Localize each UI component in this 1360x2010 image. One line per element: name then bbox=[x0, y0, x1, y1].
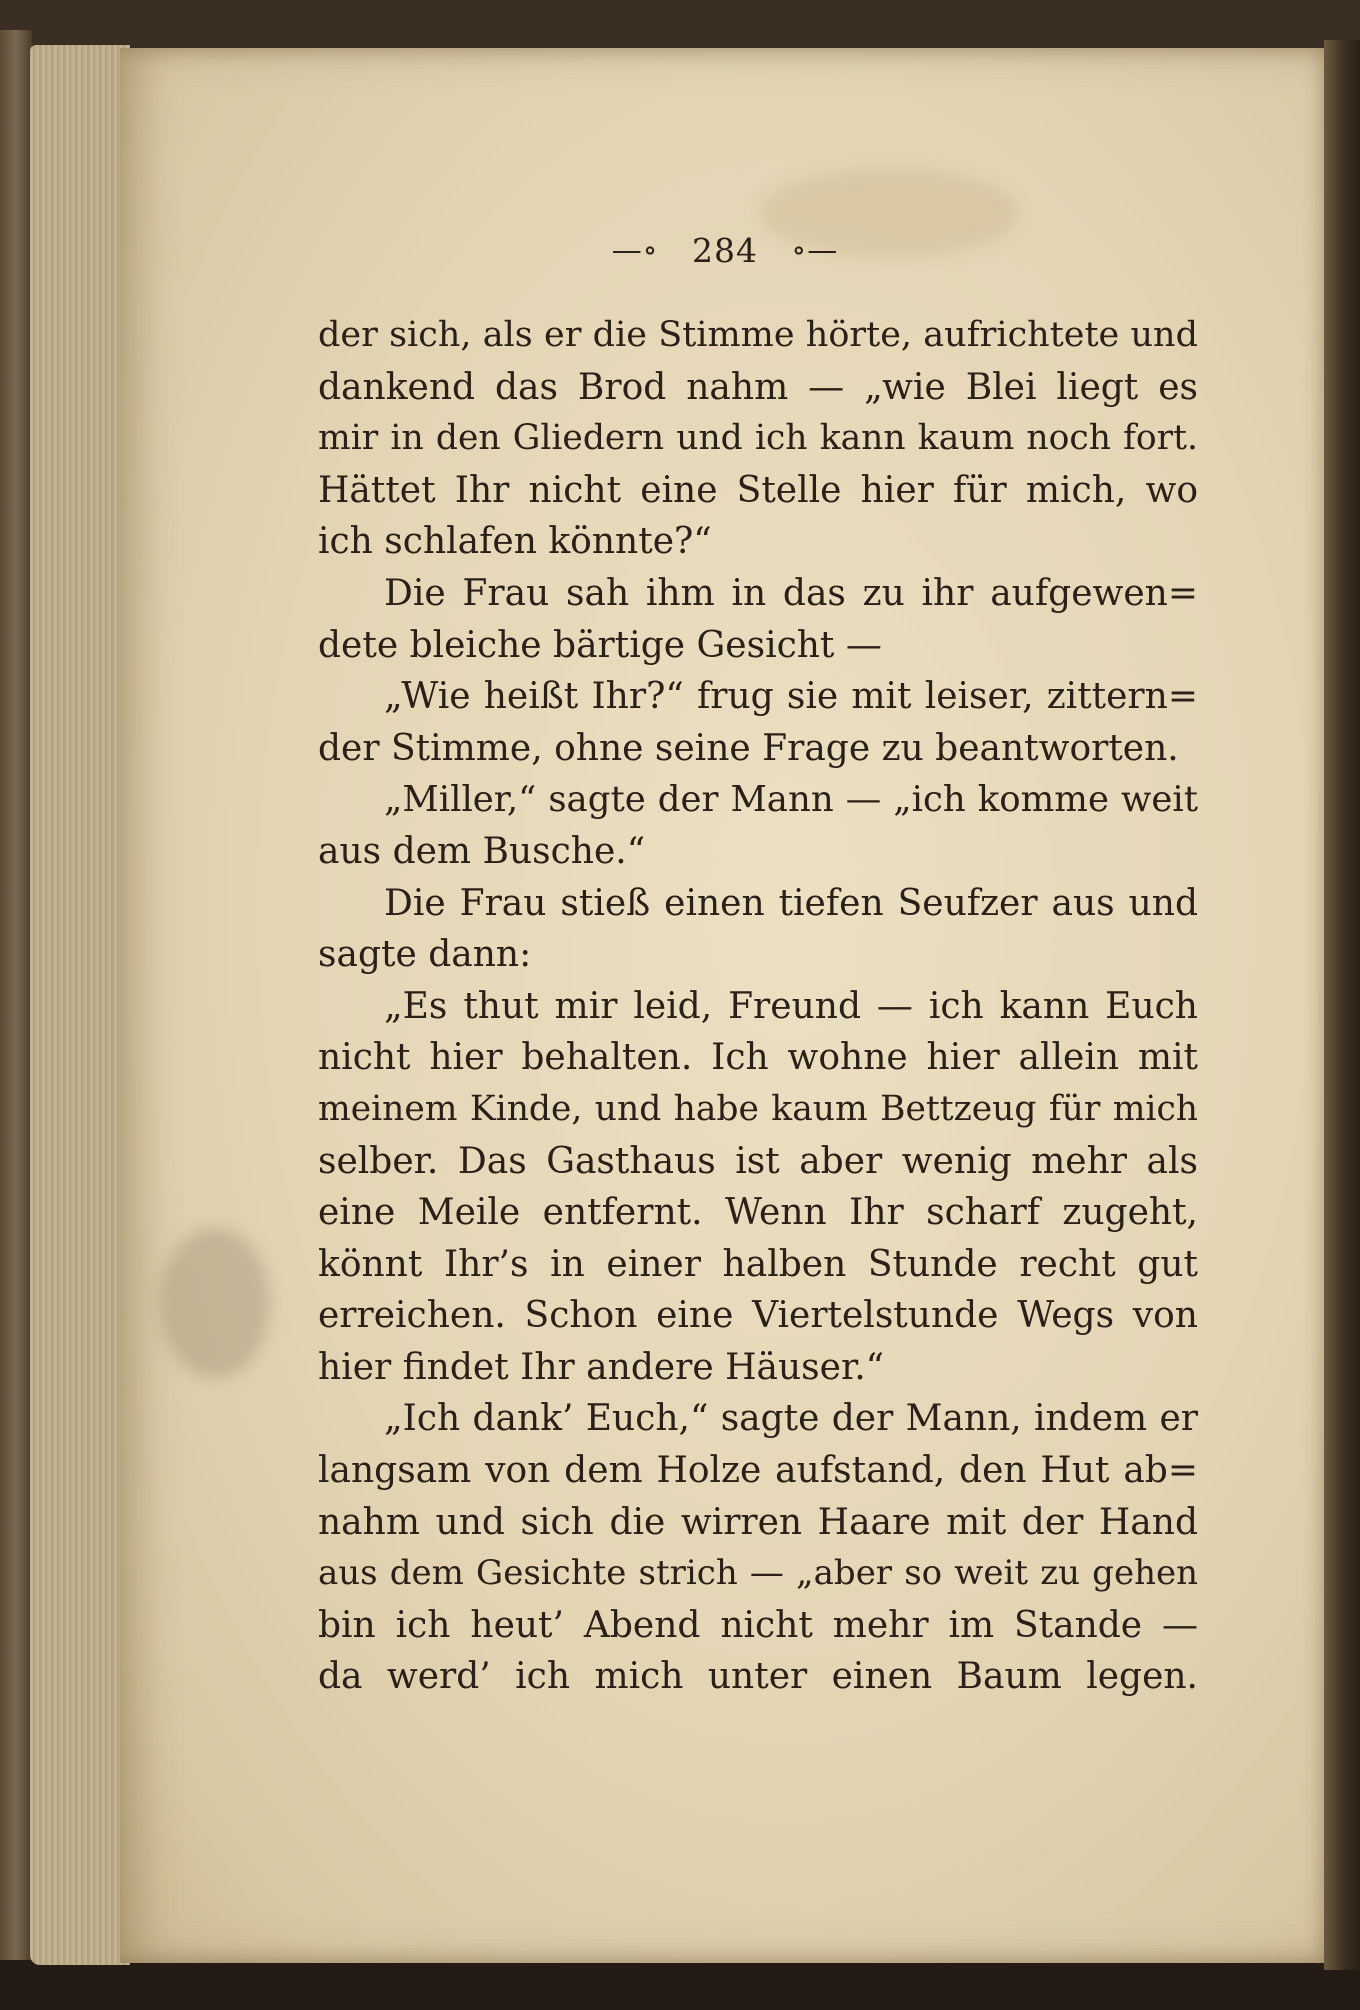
text-line: sagte dann: bbox=[318, 934, 532, 976]
text-line: aus dem Gesichte strich — „aber so weit zu gehen bbox=[318, 1553, 1198, 1594]
text-line: nicht hier behalten. Ich wohne hier allein mit bbox=[318, 1037, 1198, 1079]
book-cover-edge bbox=[0, 30, 32, 1960]
text-line: ich schlafen könnte?“ bbox=[318, 521, 712, 563]
text-line: langsam von dem Holze aufstand, den Hut ab= bbox=[318, 1450, 1198, 1492]
page-block-edges bbox=[30, 45, 130, 1965]
text-line: „Miller,“ sagte der Mann — „ich komme weit bbox=[384, 779, 1198, 821]
book-gutter bbox=[1324, 40, 1360, 1970]
body-text bbox=[318, 310, 1198, 1703]
text-line: nahm und sich die wirren Haare mit der Hand bbox=[318, 1501, 1198, 1543]
text-line: eine Meile entfernt. Wenn Ihr scharf zugeht, bbox=[318, 1192, 1198, 1234]
text-line: meinem Kinde, und habe kaum Bettzeug für mich bbox=[318, 1088, 1198, 1129]
text-line: Die Frau sah ihm in das zu ihr aufgewen= bbox=[384, 572, 1198, 614]
text-line: selber. Das Gasthaus ist aber wenig mehr als bbox=[318, 1140, 1198, 1182]
text-line: dankend das Brod nahm — „wie Blei liegt es bbox=[318, 366, 1198, 408]
text-line: der sich, als er die Stimme hörte, aufrichtete und bbox=[318, 315, 1198, 355]
text-line: „Wie heißt Ihr?“ frug sie mit leiser, zittern= bbox=[384, 676, 1198, 718]
text-line: da werd’ ich mich unter einen Baum legen. bbox=[318, 1656, 1198, 1698]
text-line: erreichen. Schon eine Viertelstunde Wegs von bbox=[318, 1295, 1198, 1337]
text-line: der Stimme, ohne seine Frage zu beantworten. bbox=[318, 727, 1179, 769]
text-line: Die Frau stieß einen tiefen Seufzer aus und bbox=[384, 882, 1198, 924]
text-line: mir in den Gliedern und ich kann kaum noch fort. bbox=[318, 418, 1198, 459]
page-number: 284 bbox=[692, 230, 758, 270]
page-header bbox=[120, 228, 1330, 270]
text-line: Hättet Ihr nicht eine Stelle hier für mich, wo bbox=[318, 469, 1198, 511]
text-line: „Es thut mir leid, Freund — ich kann Euch bbox=[384, 985, 1198, 1027]
text-line: dete bleiche bärtige Gesicht — bbox=[318, 624, 882, 666]
ornament-right: ∘— bbox=[791, 232, 839, 268]
ornament-left: —∘ bbox=[611, 232, 659, 268]
text-line: aus dem Busche.“ bbox=[318, 830, 646, 872]
text-line: hier findet Ihr andere Häuser.“ bbox=[318, 1346, 885, 1388]
text-line: „Ich dank’ Euch,“ sagte der Mann, indem er bbox=[384, 1398, 1198, 1440]
text-line: könnt Ihr’s in einer halben Stunde recht gut bbox=[318, 1243, 1198, 1285]
paper-stain bbox=[160, 1228, 270, 1378]
text-line: bin ich heut’ Abend nicht mehr im Stande — bbox=[318, 1604, 1198, 1646]
